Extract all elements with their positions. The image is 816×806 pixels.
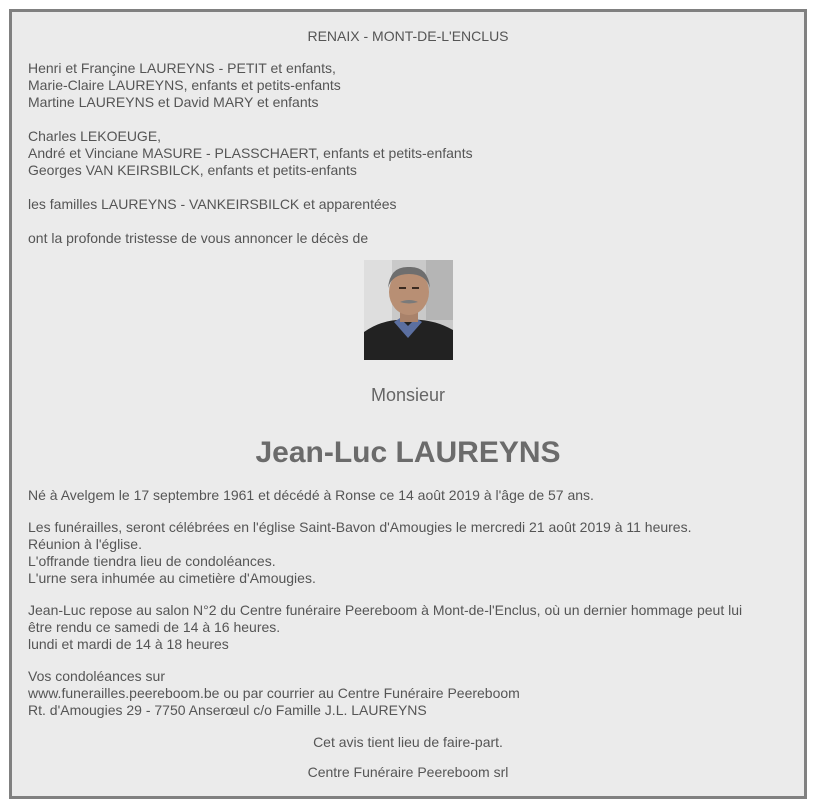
- condolences-line: Vos condoléances sur: [28, 668, 165, 684]
- funeral-line: Les funérailles, seront célébrées en l'église Saint-Bavon d'Amougies le mercredi 21 août 2019 à 11 heures.: [28, 519, 692, 535]
- deceased-name: Jean-Luc LAUREYNS: [255, 436, 561, 469]
- family-line: Henri et Françine LAUREYNS - PETIT et enfants,: [28, 60, 336, 76]
- funeral-line: L'urne sera inhumée au cimetière d'Amougies.: [28, 570, 316, 586]
- notice-line: Cet avis tient lieu de faire-part.: [313, 734, 503, 750]
- family-line: Marie-Claire LAUREYNS, enfants et petits-enfants: [28, 77, 341, 93]
- family-line: Martine LAUREYNS et David MARY et enfants: [28, 94, 319, 110]
- family-line: André et Vinciane MASURE - PLASSCHAERT, enfants et petits-enfants: [28, 145, 473, 161]
- obituary-card: [9, 9, 807, 799]
- condolences-line: www.funerailles.peereboom.be ou par courrier au Centre Funéraire Peereboom: [28, 685, 520, 701]
- families-line: les familles LAUREYNS - VANKEIRSBILCK et apparentées: [28, 196, 397, 212]
- family-line: Charles LEKOEUGE,: [28, 128, 162, 144]
- announcement-line: ont la profonde tristesse de vous annoncer le décès de: [28, 230, 369, 246]
- visitation-line: Jean-Luc repose au salon N°2 du Centre funéraire Peereboom à Mont-de-l'Enclus, où un dernier hommage peut lui: [28, 602, 743, 618]
- visitation-line: lundi et mardi de 14 à 18 heures: [28, 636, 229, 652]
- birth-death-line: Né à Avelgem le 17 septembre 1961 et décédé à Ronse ce 14 août 2019 à l'âge de 57 ans.: [28, 487, 594, 503]
- funeral-line: L'offrande tiendra lieu de condoléances.: [28, 553, 276, 569]
- family-line: Georges VAN KEIRSBILCK, enfants et petits-enfants: [28, 162, 357, 178]
- funeral-home-signature: Centre Funéraire Peereboom srl: [307, 764, 509, 780]
- salutation: Monsieur: [370, 385, 446, 405]
- portrait-photo: [364, 260, 453, 360]
- visitation-line: être rendu ce samedi de 14 à 16 heures.: [28, 619, 281, 635]
- condolences-line: Rt. d'Amougies 29 - 7750 Anserœul c/o Famille J.L. LAUREYNS: [28, 702, 427, 718]
- location-header: RENAIX - MONT-DE-L'ENCLUS: [307, 28, 509, 44]
- funeral-line: Réunion à l'église.: [28, 536, 142, 552]
